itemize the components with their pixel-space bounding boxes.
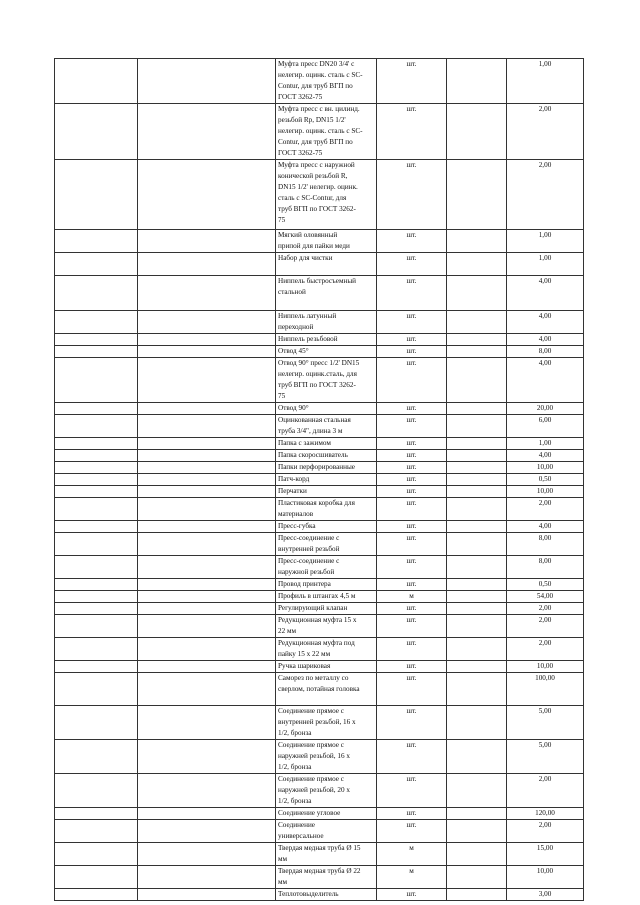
item-name: Пластиковая коробка для материалов [276,498,377,521]
table-row [55,843,584,866]
item-name: Соединение прямое с наружней резьбой, 20 х 1/2, бронза [276,774,377,808]
row-blank-cell [138,438,276,450]
row-blank-cell [138,556,276,579]
row-blank-cell [55,358,138,403]
row-blank-cell [447,661,507,673]
row-blank-cell [55,533,138,556]
table-row [55,591,584,603]
row-blank-cell [138,104,276,160]
item-name: Отвод 90° пресс 1/2' DN15 нелегир. оцинк.сталь, для труб ВГП по ГОСТ 3262- 75 [276,358,377,403]
item-quantity: 4,00 [507,358,584,403]
item-name: Редукционная муфта под пайку 15 х 22 мм [276,638,377,661]
item-unit: м [377,843,447,866]
item-unit: шт. [377,498,447,521]
item-quantity: 1,00 [507,59,584,104]
item-unit: шт. [377,104,447,160]
table-row [55,253,584,276]
row-blank-cell [447,521,507,533]
row-blank-cell [138,820,276,843]
item-name: Соединение прямое с наружней резьбой, 16 х 1/2, бронза [276,740,377,774]
row-blank-cell [138,59,276,104]
item-name: Пресс-соединение с внутренней резьбой [276,533,377,556]
row-blank-cell [138,498,276,521]
item-quantity: 8,00 [507,346,584,358]
item-quantity: 2,00 [507,820,584,843]
row-blank-cell [55,820,138,843]
item-unit: шт. [377,450,447,462]
row-blank-cell [55,673,138,706]
row-blank-cell [447,533,507,556]
item-unit: шт. [377,462,447,474]
item-name: Пресс-соединение с наружной резьбой [276,556,377,579]
row-blank-cell [55,603,138,615]
item-name: Твердая медная труба Ø 22 мм [276,866,377,889]
row-blank-cell [138,403,276,415]
item-quantity: 54,00 [507,591,584,603]
table-row [55,820,584,843]
table-row [55,438,584,450]
item-unit: м [377,866,447,889]
row-blank-cell [55,450,138,462]
item-quantity: 10,00 [507,866,584,889]
item-unit: шт. [377,160,447,230]
row-blank-cell [447,474,507,486]
row-blank-cell [447,438,507,450]
row-blank-cell [138,638,276,661]
item-name: Папка скоросшиватель [276,450,377,462]
item-unit: шт. [377,740,447,774]
row-blank-cell [55,486,138,498]
row-blank-cell [447,774,507,808]
table-row [55,450,584,462]
row-blank-cell [138,160,276,230]
item-quantity: 2,00 [507,160,584,230]
item-unit: шт. [377,533,447,556]
item-unit: м [377,591,447,603]
item-unit: шт. [377,889,447,901]
row-blank-cell [55,311,138,334]
row-blank-cell [55,59,138,104]
row-blank-cell [138,450,276,462]
item-unit: шт. [377,276,447,311]
item-unit: шт. [377,253,447,276]
row-blank-cell [138,474,276,486]
row-blank-cell [447,358,507,403]
row-blank-cell [55,579,138,591]
item-name: Отвод 45° [276,346,377,358]
item-quantity: 4,00 [507,450,584,462]
item-quantity: 4,00 [507,276,584,311]
item-unit: шт. [377,438,447,450]
item-quantity: 1,00 [507,438,584,450]
item-unit: шт. [377,59,447,104]
table-row [55,603,584,615]
row-blank-cell [447,889,507,901]
item-name: Регулирующий клапан [276,603,377,615]
item-quantity: 10,00 [507,462,584,474]
table-row [55,104,584,160]
table-row [55,808,584,820]
row-blank-cell [55,556,138,579]
item-name: Редукционная муфта 15 х 22 мм [276,615,377,638]
table-row [55,462,584,474]
item-quantity: 8,00 [507,533,584,556]
item-unit: шт. [377,358,447,403]
row-blank-cell [447,603,507,615]
item-name: Ниппель резьбовой [276,334,377,346]
item-quantity: 2,00 [507,603,584,615]
item-name: Ниппель латунный переходной [276,311,377,334]
item-name: Саморез по металлу со сверлом, потайная головка [276,673,377,706]
item-name: Теплотовыделитель [276,889,377,901]
row-blank-cell [447,866,507,889]
table-row [55,486,584,498]
row-blank-cell [138,579,276,591]
row-blank-cell [447,808,507,820]
table-row [55,311,584,334]
item-unit: шт. [377,230,447,253]
table-row [55,474,584,486]
row-blank-cell [447,615,507,638]
row-blank-cell [138,230,276,253]
row-blank-cell [138,740,276,774]
materials-table-body [55,59,584,901]
row-blank-cell [55,160,138,230]
item-quantity: 4,00 [507,311,584,334]
row-blank-cell [55,615,138,638]
item-name: Пресс-губка [276,521,377,533]
row-blank-cell [447,556,507,579]
materials-table [54,58,584,901]
row-blank-cell [447,740,507,774]
row-blank-cell [138,866,276,889]
table-row [55,740,584,774]
row-blank-cell [138,661,276,673]
table-row [55,673,584,706]
row-blank-cell [55,276,138,311]
row-blank-cell [138,603,276,615]
row-blank-cell [55,403,138,415]
row-blank-cell [447,820,507,843]
table-row [55,346,584,358]
item-unit: шт. [377,486,447,498]
item-name: Муфта пресс с вн. цилинд. резьбой Rp, DN15 1/2' нелегир. оцинк. сталь с SC- Contur, для труб ВГП по ГОСТ 3262-75 [276,104,377,160]
row-blank-cell [447,591,507,603]
table-row [55,889,584,901]
row-blank-cell [138,889,276,901]
row-blank-cell [447,403,507,415]
row-blank-cell [447,311,507,334]
item-quantity: 10,00 [507,486,584,498]
row-blank-cell [55,808,138,820]
item-unit: шт. [377,403,447,415]
row-blank-cell [55,843,138,866]
row-blank-cell [138,673,276,706]
item-name: Муфта пресс DN20 3/4' с нелегир. оцинк. сталь с SC- Contur, для труб ВГП по ГОСТ 3262-75 [276,59,377,104]
item-unit: шт. [377,638,447,661]
row-blank-cell [138,706,276,740]
table-row [55,615,584,638]
item-quantity: 5,00 [507,740,584,774]
table-row [55,774,584,808]
row-blank-cell [55,104,138,160]
item-quantity: 10,00 [507,661,584,673]
table-row [55,556,584,579]
item-quantity: 2,00 [507,638,584,661]
item-quantity: 3,00 [507,889,584,901]
row-blank-cell [138,253,276,276]
row-blank-cell [138,334,276,346]
row-blank-cell [55,521,138,533]
row-blank-cell [447,415,507,438]
item-quantity: 0,50 [507,579,584,591]
table-row [55,521,584,533]
row-blank-cell [447,638,507,661]
row-blank-cell [138,774,276,808]
row-blank-cell [138,276,276,311]
table-row [55,579,584,591]
item-unit: шт. [377,579,447,591]
item-quantity: 2,00 [507,615,584,638]
row-blank-cell [138,358,276,403]
row-blank-cell [447,450,507,462]
row-blank-cell [55,889,138,901]
item-unit: шт. [377,706,447,740]
row-blank-cell [138,533,276,556]
item-name: Профиль в штангах 4,5 м [276,591,377,603]
row-blank-cell [138,311,276,334]
item-name: Мягкий оловянный припой для пайки меди [276,230,377,253]
row-blank-cell [447,59,507,104]
row-blank-cell [55,334,138,346]
item-name: Патч-корд [276,474,377,486]
row-blank-cell [138,346,276,358]
item-name: Набор для чистки [276,253,377,276]
item-name: Твердая медная труба Ø 15 мм [276,843,377,866]
row-blank-cell [447,230,507,253]
item-unit: шт. [377,346,447,358]
item-quantity: 120,00 [507,808,584,820]
item-quantity: 5,00 [507,706,584,740]
table-row [55,533,584,556]
item-unit: шт. [377,334,447,346]
item-unit: шт. [377,661,447,673]
item-unit: шт. [377,521,447,533]
item-quantity: 2,00 [507,498,584,521]
row-blank-cell [55,474,138,486]
row-blank-cell [55,740,138,774]
table-row [55,498,584,521]
table-row [55,403,584,415]
row-blank-cell [55,346,138,358]
row-blank-cell [55,591,138,603]
table-row [55,638,584,661]
item-name: Перчатки [276,486,377,498]
row-blank-cell [55,706,138,740]
item-unit: шт. [377,603,447,615]
item-name: Провод принтера [276,579,377,591]
item-quantity: 6,00 [507,415,584,438]
item-name: Соединение угловое [276,808,377,820]
row-blank-cell [138,615,276,638]
item-unit: шт. [377,311,447,334]
table-row [55,415,584,438]
row-blank-cell [55,415,138,438]
row-blank-cell [138,415,276,438]
item-name: Отвод 90° [276,403,377,415]
item-quantity: 100,00 [507,673,584,706]
row-blank-cell [138,462,276,474]
item-quantity: 20,00 [507,403,584,415]
row-blank-cell [55,774,138,808]
item-name: Ниппель быстросъемный стальной [276,276,377,311]
item-name: Соединение прямое с внутренней резьбой, 16 х 1/2, бронза [276,706,377,740]
table-row [55,160,584,230]
item-quantity: 0,50 [507,474,584,486]
item-name: Папки перфорированные [276,462,377,474]
row-blank-cell [447,673,507,706]
item-unit: шт. [377,415,447,438]
row-blank-cell [447,462,507,474]
table-row [55,866,584,889]
item-name: Папка с зажимом [276,438,377,450]
item-name: Муфта пресс с наружной конической резьбой R, DN15 1/2' нелегир. оцинк. сталь с SC-Contur, для труб ВГП по ГОСТ 3262- 75 [276,160,377,230]
row-blank-cell [447,346,507,358]
item-quantity: 4,00 [507,334,584,346]
row-blank-cell [447,253,507,276]
row-blank-cell [55,638,138,661]
row-blank-cell [55,866,138,889]
item-quantity: 8,00 [507,556,584,579]
row-blank-cell [55,230,138,253]
table-row [55,358,584,403]
table-row [55,706,584,740]
row-blank-cell [55,253,138,276]
row-blank-cell [138,486,276,498]
item-name: Соединение универсальное [276,820,377,843]
row-blank-cell [447,160,507,230]
row-blank-cell [447,579,507,591]
row-blank-cell [55,438,138,450]
item-name: Оцинкованная стальная труба 3/4", длина 3 м [276,415,377,438]
row-blank-cell [447,706,507,740]
item-unit: шт. [377,556,447,579]
row-blank-cell [55,462,138,474]
row-blank-cell [138,843,276,866]
item-quantity: 1,00 [507,230,584,253]
table-row [55,661,584,673]
item-unit: шт. [377,820,447,843]
item-unit: шт. [377,673,447,706]
row-blank-cell [447,334,507,346]
row-blank-cell [55,498,138,521]
item-quantity: 1,00 [507,253,584,276]
table-row [55,230,584,253]
item-quantity: 2,00 [507,104,584,160]
item-unit: шт. [377,615,447,638]
row-blank-cell [447,104,507,160]
item-name: Ручка шариковая [276,661,377,673]
table-row [55,334,584,346]
row-blank-cell [55,661,138,673]
row-blank-cell [447,276,507,311]
table-row [55,276,584,311]
item-quantity: 2,00 [507,774,584,808]
row-blank-cell [447,486,507,498]
item-quantity: 4,00 [507,521,584,533]
row-blank-cell [447,843,507,866]
row-blank-cell [138,591,276,603]
row-blank-cell [447,498,507,521]
row-blank-cell [138,521,276,533]
item-unit: шт. [377,774,447,808]
table-row [55,59,584,104]
item-unit: шт. [377,474,447,486]
row-blank-cell [138,808,276,820]
item-unit: шт. [377,808,447,820]
item-quantity: 15,00 [507,843,584,866]
